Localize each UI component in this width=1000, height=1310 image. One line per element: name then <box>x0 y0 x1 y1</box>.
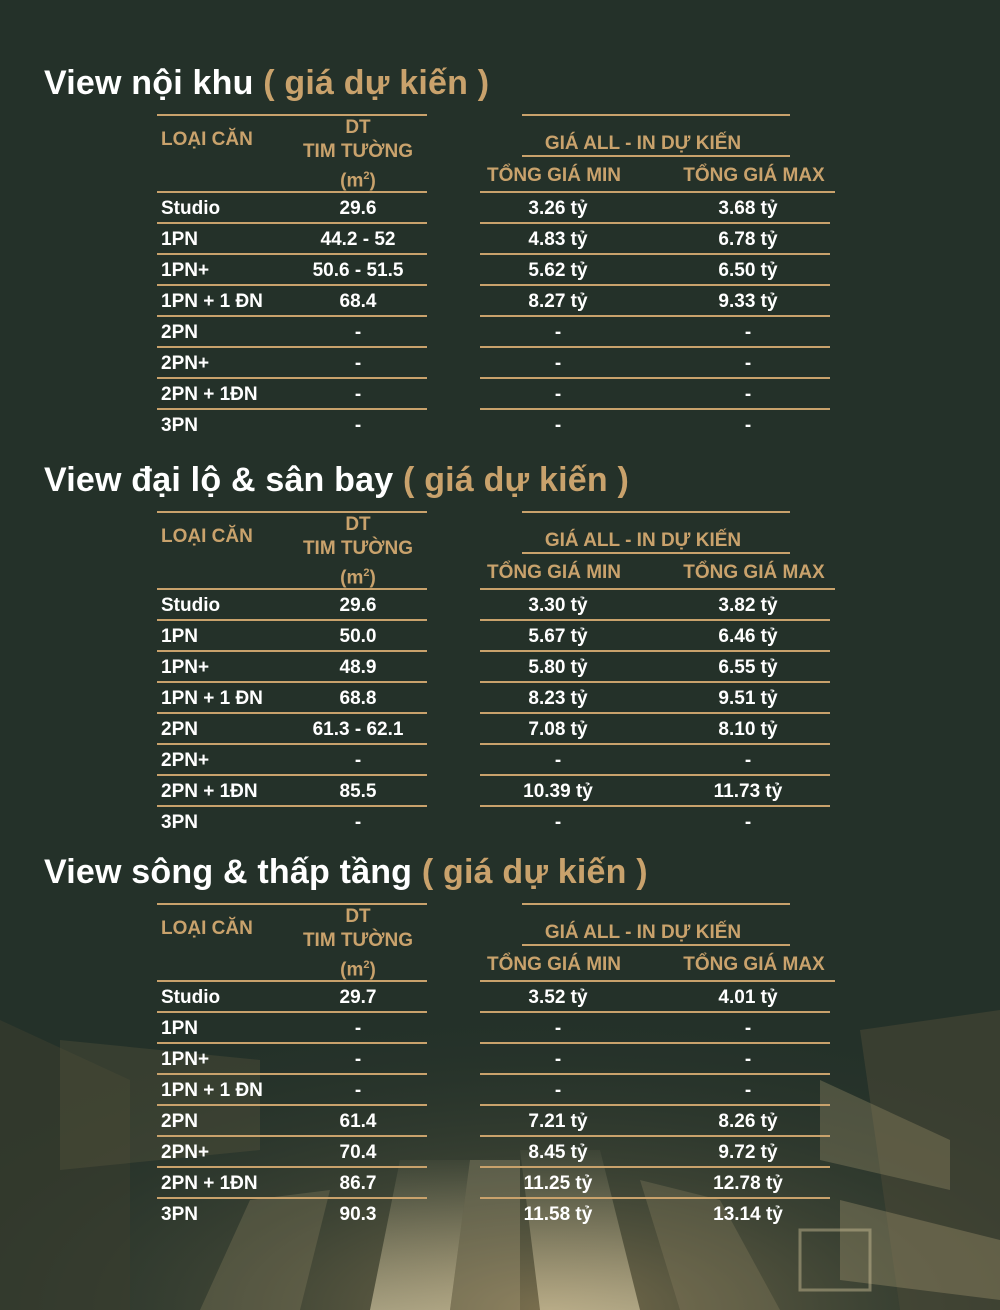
unit-area: - <box>354 1080 362 1101</box>
unit-type: 2PN+ <box>161 353 210 374</box>
table-row <box>0 776 1000 807</box>
table-row <box>0 1137 1000 1168</box>
unit-type: 2PN+ <box>161 750 210 771</box>
table-row <box>0 1168 1000 1199</box>
unit-type: 3PN <box>161 812 198 833</box>
section-title-accent: ( giá dự kiến ) <box>263 64 490 102</box>
unit-area: - <box>354 1018 362 1039</box>
price-min: 5.80 tỷ <box>528 657 588 678</box>
unit-area: 61.3 - 62.1 <box>312 719 404 740</box>
section-title-accent: ( giá dự kiến ) <box>421 853 648 891</box>
price-max: 6.78 tỷ <box>718 229 778 250</box>
header-top-rule <box>522 114 790 116</box>
price-min: 3.26 tỷ <box>528 198 588 219</box>
table-row <box>0 255 1000 286</box>
unit-area: 50.6 - 51.5 <box>312 260 404 281</box>
column-header-price-min: TỔNG GIÁ MIN <box>486 954 622 975</box>
price-min: - <box>554 1080 562 1101</box>
unit-area: - <box>354 353 362 374</box>
column-header-area: DT TIM TƯỜNG $(m^2)$ <box>302 117 414 192</box>
price-max: 12.78 tỷ <box>713 1173 783 1194</box>
unit-type: 1PN+ <box>161 1049 210 1070</box>
price-min: 3.52 tỷ <box>528 987 588 1008</box>
unit-type: 1PN <box>161 229 198 250</box>
price-min: - <box>554 1018 562 1039</box>
table-row <box>0 1013 1000 1044</box>
price-max: 6.46 tỷ <box>718 626 778 647</box>
column-group-header-price: GIÁ ALL - IN DỰ KIẾN <box>544 922 742 943</box>
table-row <box>0 1199 1000 1230</box>
price-max: 4.01 tỷ <box>718 987 778 1008</box>
price-max: - <box>744 812 752 833</box>
unit-area: 90.3 <box>339 1204 377 1225</box>
unit-area: 85.5 <box>339 781 377 802</box>
section-boulevard-airport-view <box>0 461 1000 851</box>
price-min: - <box>554 1049 562 1070</box>
unit-area: 68.4 <box>339 291 377 312</box>
price-min: 4.83 tỷ <box>528 229 588 250</box>
unit-area: - <box>354 812 362 833</box>
table-row <box>0 1044 1000 1075</box>
column-header-price-min: TỔNG GIÁ MIN <box>486 562 622 583</box>
price-max: - <box>744 1080 752 1101</box>
unit-area: - <box>354 322 362 343</box>
column-header-price-max: TỔNG GIÁ MAX <box>683 562 825 583</box>
price-min: 8.23 tỷ <box>528 688 588 709</box>
price-min: 8.27 tỷ <box>528 291 588 312</box>
table-row <box>0 590 1000 621</box>
price-min: 10.39 tỷ <box>523 781 593 802</box>
section-inner-view <box>0 64 1000 454</box>
unit-type: 1PN + 1 ĐN <box>161 688 263 709</box>
table-row <box>0 193 1000 224</box>
unit-area: - <box>354 750 362 771</box>
table-row <box>0 1106 1000 1137</box>
column-header-type: LOẠI CĂN <box>161 526 253 547</box>
unit-type: 2PN + 1ĐN <box>161 781 258 802</box>
price-min: 7.08 tỷ <box>528 719 588 740</box>
unit-type: 3PN <box>161 415 198 436</box>
section-title: View sông & thấp tầng ( giá dự kiến ) <box>44 853 648 891</box>
price-max: 11.73 tỷ <box>713 781 783 802</box>
unit-area: 68.8 <box>339 688 377 709</box>
price-max: 3.68 tỷ <box>718 198 778 219</box>
table-row <box>0 410 1000 441</box>
unit-area: - <box>354 415 362 436</box>
price-min: 5.62 tỷ <box>528 260 588 281</box>
table-row <box>0 714 1000 745</box>
unit-area: 86.7 <box>339 1173 377 1194</box>
column-header-price-max: TỔNG GIÁ MAX <box>683 954 825 975</box>
table-row <box>0 224 1000 255</box>
price-max: - <box>744 415 752 436</box>
group-underline <box>522 944 790 946</box>
unit-type: 1PN+ <box>161 657 210 678</box>
column-header-price-min: TỔNG GIÁ MIN <box>486 165 622 186</box>
price-min: - <box>554 322 562 343</box>
section-title: View nội khu ( giá dự kiến ) <box>44 64 490 102</box>
unit-type: 1PN <box>161 626 198 647</box>
price-max: 13.14 tỷ <box>713 1204 783 1225</box>
table-row <box>0 807 1000 838</box>
column-header-type: LOẠI CĂN <box>161 918 253 939</box>
unit-area: 61.4 <box>339 1111 377 1132</box>
header-top-rule <box>522 511 790 513</box>
price-max: - <box>744 750 752 771</box>
price-min: 7.21 tỷ <box>528 1111 588 1132</box>
table-row <box>0 745 1000 776</box>
table-row <box>0 683 1000 714</box>
unit-type: 2PN <box>161 1111 198 1132</box>
unit-type: 1PN + 1 ĐN <box>161 1080 263 1101</box>
price-max: 9.72 tỷ <box>718 1142 778 1163</box>
unit-type: 1PN + 1 ĐN <box>161 291 263 312</box>
price-max: - <box>744 353 752 374</box>
column-group-header-price: GIÁ ALL - IN DỰ KIẾN <box>544 530 742 551</box>
table-row <box>0 1075 1000 1106</box>
column-header-type: LOẠI CĂN <box>161 129 253 150</box>
table-row <box>0 379 1000 410</box>
section-river-lowrise-view <box>0 853 1000 1243</box>
header-top-rule <box>522 903 790 905</box>
price-min: - <box>554 353 562 374</box>
unit-type: 2PN+ <box>161 1142 210 1163</box>
unit-type: 1PN <box>161 1018 198 1039</box>
unit-area: 29.7 <box>339 987 377 1008</box>
price-max: - <box>744 384 752 405</box>
table-row <box>0 621 1000 652</box>
unit-type: 1PN+ <box>161 260 210 281</box>
unit-area: 50.0 <box>339 626 377 647</box>
price-max: 8.26 tỷ <box>718 1111 778 1132</box>
price-max: - <box>744 1018 752 1039</box>
unit-area: 29.6 <box>339 595 377 616</box>
unit-type: 2PN + 1ĐN <box>161 1173 258 1194</box>
unit-area: 48.9 <box>339 657 377 678</box>
table-row <box>0 348 1000 379</box>
unit-type: 2PN <box>161 719 198 740</box>
unit-type: Studio <box>161 595 221 616</box>
section-title: View đại lộ & sân bay ( giá dự kiến ) <box>44 461 630 499</box>
price-min: 5.67 tỷ <box>528 626 588 647</box>
unit-type: 2PN + 1ĐN <box>161 384 258 405</box>
table-row <box>0 317 1000 348</box>
price-max: 3.82 tỷ <box>718 595 778 616</box>
price-min: 8.45 tỷ <box>528 1142 588 1163</box>
price-max: - <box>744 322 752 343</box>
unit-area: 29.6 <box>339 198 377 219</box>
unit-area: 70.4 <box>339 1142 377 1163</box>
unit-type: 2PN <box>161 322 198 343</box>
price-min: - <box>554 415 562 436</box>
group-underline <box>522 155 790 157</box>
table-row <box>0 652 1000 683</box>
price-max: 6.50 tỷ <box>718 260 778 281</box>
price-max: 9.51 tỷ <box>718 688 778 709</box>
price-min: - <box>554 750 562 771</box>
price-min: - <box>554 384 562 405</box>
group-underline <box>522 552 790 554</box>
price-min: 11.25 tỷ <box>523 1173 593 1194</box>
price-min: - <box>554 812 562 833</box>
unit-type: Studio <box>161 987 221 1008</box>
price-min: 3.30 tỷ <box>528 595 588 616</box>
column-group-header-price: GIÁ ALL - IN DỰ KIẾN <box>544 133 742 154</box>
column-header-price-max: TỔNG GIÁ MAX <box>683 165 825 186</box>
price-max: - <box>744 1049 752 1070</box>
unit-type: Studio <box>161 198 221 219</box>
column-header-area: DT TIM TƯỜNG $(m^2)$ <box>302 906 414 981</box>
unit-area: - <box>354 384 362 405</box>
unit-type: 3PN <box>161 1204 198 1225</box>
unit-area: - <box>354 1049 362 1070</box>
table-row <box>0 982 1000 1013</box>
price-max: 6.55 tỷ <box>718 657 778 678</box>
column-header-area: DT TIM TƯỜNG $(m^2)$ <box>302 514 414 589</box>
section-title-accent: ( giá dự kiến ) <box>403 461 630 499</box>
price-min: 11.58 tỷ <box>523 1204 593 1225</box>
price-max: 9.33 tỷ <box>718 291 778 312</box>
price-max: 8.10 tỷ <box>718 719 778 740</box>
unit-area: 44.2 - 52 <box>320 229 396 250</box>
table-row <box>0 286 1000 317</box>
